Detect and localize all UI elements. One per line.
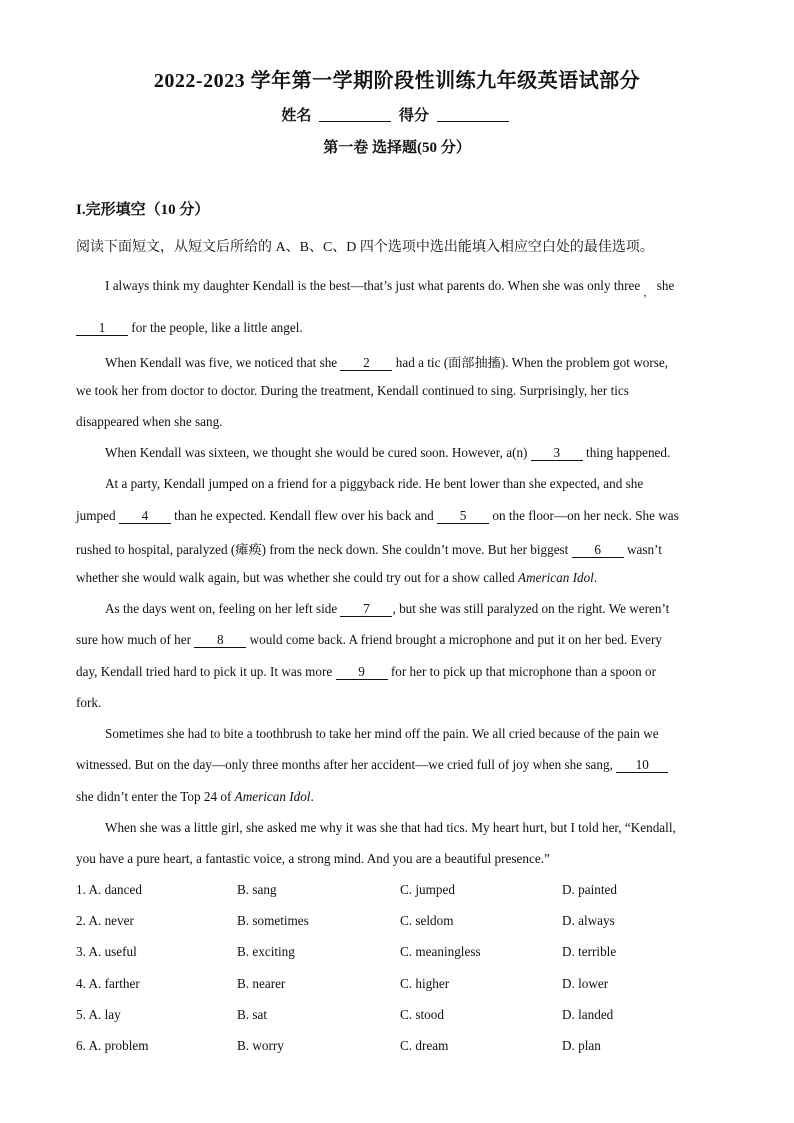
score-blank[interactable] [437,107,509,122]
option[interactable]: D. always [562,913,615,928]
score-label: 得分 [398,108,429,124]
option-row [76,882,736,902]
blank-5: 5 [437,509,489,524]
passage-line: I always think my daughter Kendall is the best—that’s just what parents do. When she was only three $_,$ she [105,278,675,299]
option-row [76,1038,736,1058]
option[interactable]: C. higher [400,976,450,991]
passage-line: disappeared when she sang. [76,414,223,429]
option-row [76,1007,736,1027]
option[interactable]: B. nearer [237,976,286,991]
option-row [76,913,736,933]
passage-line: you have a pure heart, a fantastic voice, a strong mind. And you are a beautiful presence.” [76,851,550,866]
option[interactable]: C. seldom [400,913,454,928]
option[interactable]: C. stood [400,1007,444,1022]
blank-4: 4 [119,509,171,524]
option[interactable]: D. painted [562,882,617,897]
option[interactable]: B. sometimes [237,913,309,928]
passage-line: 1 for the people, like a little angel. [76,320,716,336]
name-label: 姓名 [281,108,312,124]
passage-line: When she was a little girl, she asked me why it was she that had tics. My heart hurt, but I told her, “Kendall, [105,820,676,835]
option[interactable]: C. dream [400,1038,449,1053]
option[interactable]: D. landed [562,1007,614,1022]
passage-line: As the days went on, feeling on her left side 7 , but she was still paralyzed on the right. We weren’t [105,601,670,616]
passage-line: fork. [76,695,102,710]
page-title: 2022-2023 学年第一学期阶段性训练九年级英语试部分 [153,70,641,92]
passage-line: At a party, Kendall jumped on a friend for a piggyback ride. He bent lower than she expected, and she [105,476,644,491]
blank-7: 7 [340,602,392,617]
passage-line: rushed to hospital, paralyzed (瘫痪) from the neck down. She couldn’t move. But her biggest 6 wasn’t [76,542,662,557]
option[interactable]: 6. A. problem [76,1038,149,1053]
passage-line: Sometimes she had to bite a toothbrush to take her mind off the pain. We all cried because of the pain we [105,726,659,741]
option[interactable]: B. worry [237,1038,284,1053]
option[interactable]: C. jumped [400,882,455,897]
blank-10: 10 [616,758,668,773]
passage-line: When Kendall was sixteen, we thought she would be cured soon. However, a(n) 3 thing happened. [105,445,671,460]
blank-3: 3 [531,446,583,461]
option[interactable]: 2. A. never [76,913,134,928]
part-title: 第一卷 选择题(50 分） [323,140,471,156]
blank-6: 6 [572,543,624,558]
option-row [76,976,736,996]
option-row [76,944,736,964]
blank-9: 9 [336,665,388,680]
passage-line: witnessed. But on the day—only three months after her accident—we cried full of joy when she sang, 10 [76,757,716,773]
name-blank[interactable] [319,107,391,122]
passage-line: jumped 4 than he expected. Kendall flew over his back and 5 on the floor—on her neck. She was [76,508,679,523]
option[interactable]: 5. A. lay [76,1007,121,1022]
passage-line: we took her from doctor to doctor. During the treatment, Kendall continued to sing. Surprisingly, her tics [76,383,629,398]
option[interactable]: B. sat [237,1007,268,1022]
blank-1: 1 [76,321,128,336]
passage-line: whether she would walk again, but was whether she could try out for a show called American Idol. [76,570,598,585]
option[interactable]: D. lower [562,976,609,991]
section-instruction: 阅读下面短文，从短文后所给的 A、B、C、D 四个选项中选出能填入相应空白处的最佳选项。 [76,240,654,255]
option[interactable]: C. meaningless [400,944,481,959]
passage-line: she didn’t enter the Top 24 of American Idol. [76,789,314,804]
option[interactable]: 1. A. danced [76,882,142,897]
option[interactable]: B. exciting [237,944,295,959]
blank-2: 2 [340,356,392,371]
name-score-line [0,104,794,125]
option[interactable]: 4. A. farther [76,976,140,991]
option[interactable]: D. plan [562,1038,601,1053]
passage-line: day, Kendall tried hard to pick it up. It was more 9 for her to pick up that microphone than a spoon or [76,664,656,679]
passage-line: sure how much of her 8 would come back. A friend brought a microphone and put it on her bed. Every [76,632,662,647]
option[interactable]: 3. A. useful [76,944,137,959]
passage-line: When Kendall was five, we noticed that she 2 had a tic (面部抽搐). When the problem got worse, [105,355,668,370]
blank-8: 8 [194,633,246,648]
option[interactable]: D. terrible [562,944,617,959]
option[interactable]: B. sang [237,882,277,897]
section-title: I.完形填空（10 分） [76,202,210,218]
